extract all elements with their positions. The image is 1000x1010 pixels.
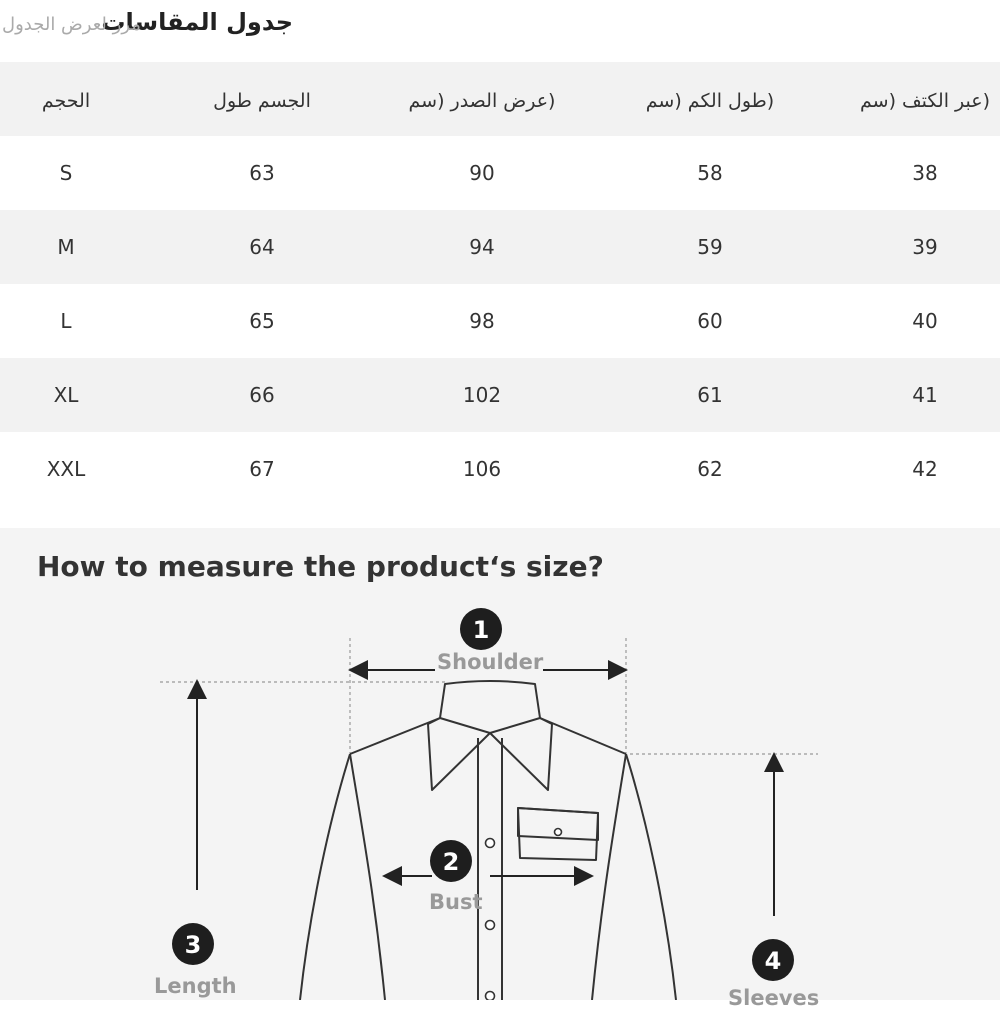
shirt-diagram	[0, 528, 1000, 1000]
cell-sleeve: 62	[697, 457, 723, 481]
cell-bust: 98	[469, 309, 495, 333]
cell-size: XXL	[46, 457, 86, 481]
cell-shoulder: 41	[912, 383, 938, 407]
length-label: Length	[154, 974, 237, 998]
cell-bust: 102	[462, 383, 502, 407]
marker-number-4: 4	[764, 947, 782, 975]
size-chart-header	[0, 0, 1000, 52]
cell-size: L	[60, 309, 72, 333]
cell-shoulder: 38	[912, 161, 938, 185]
cell-sleeve: 60	[697, 309, 723, 333]
column-header-size: الحجم	[41, 90, 91, 112]
measure-arrows	[197, 670, 774, 916]
cell-shoulder: 42	[912, 457, 938, 481]
table-row	[0, 210, 1000, 284]
shoulder-label: Shoulder	[437, 650, 544, 674]
column-header-bust: (عرض الصدر (سم	[408, 90, 556, 112]
cell-size: XL	[53, 383, 79, 407]
column-header-length: الجسم طول	[213, 90, 311, 112]
cell-length: 65	[249, 309, 275, 333]
size-table[interactable]	[0, 62, 1000, 506]
cell-length: 66	[249, 383, 275, 407]
cell-length: 63	[249, 161, 275, 185]
cell-bust: 90	[469, 161, 495, 185]
cell-sleeve: 58	[697, 161, 723, 185]
bust-label: Bust	[429, 890, 483, 914]
cell-bust: 94	[469, 235, 495, 259]
guide-title: How to measure the product‘s size?	[37, 550, 604, 583]
cell-sleeve: 61	[697, 383, 723, 407]
cell-length: 67	[249, 457, 275, 481]
cell-shoulder: 40	[912, 309, 938, 333]
cell-sleeve: 59	[697, 235, 723, 259]
cell-size: S	[59, 161, 73, 185]
shirt-buttons	[486, 829, 562, 1001]
marker-number-2: 2	[442, 848, 460, 876]
cell-shoulder: 39	[912, 235, 938, 259]
column-header-sleeve: (طول الكم (سم	[645, 90, 775, 112]
column-header-shoulder: (عبر الكتف (سم	[860, 90, 990, 112]
page-title: جدول المقاسات	[101, 8, 293, 36]
cell-bust: 106	[462, 457, 502, 481]
scroll-hint: مرر لعرض الجدول	[2, 14, 141, 35]
table-row	[0, 358, 1000, 432]
table-row	[0, 284, 1000, 358]
measure-guide	[0, 528, 1000, 1010]
table-row	[0, 136, 1000, 210]
sleeves-label: Sleeves	[728, 986, 820, 1010]
marker-number-3: 3	[184, 931, 202, 959]
cell-size: M	[57, 235, 75, 259]
table-header-row	[0, 62, 1000, 136]
cell-length: 64	[249, 235, 275, 259]
marker-number-1: 1	[472, 616, 490, 644]
table-row	[0, 432, 1000, 506]
